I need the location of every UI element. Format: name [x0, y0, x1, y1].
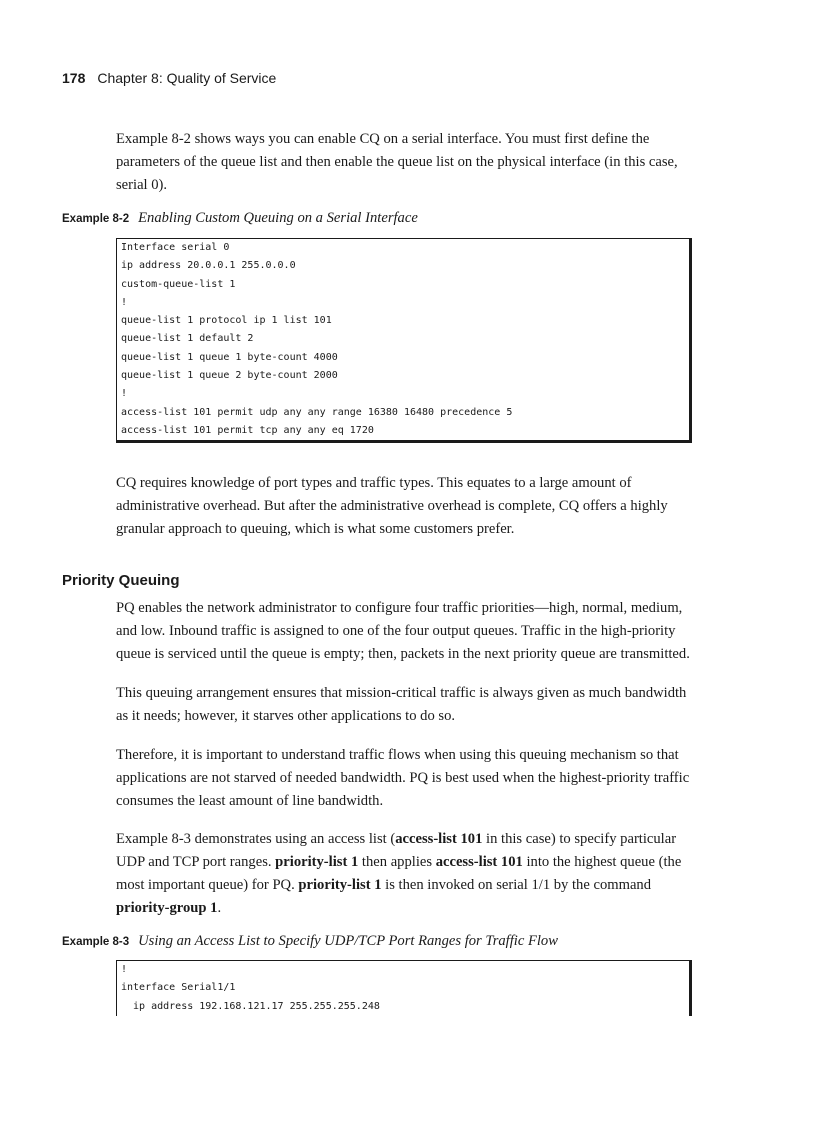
intro-paragraph: Example 8-2 shows ways you can enable CQ on a serial interface. You must first define the parameters of the queue list and then enable the queue list on the physical interface (in this case, serial 0). — [116, 131, 678, 193]
inline-command: access-list 101 — [395, 831, 483, 847]
code-line: queue-list 1 queue 1 byte-count 4000 — [121, 351, 338, 363]
pq-paragraph-4 — [116, 828, 696, 920]
chapter-title: Chapter 8: Quality of Service — [97, 70, 277, 86]
code-line: queue-list 1 queue 2 byte-count 2000 — [121, 370, 338, 382]
code-line: queue-list 1 default 2 — [121, 333, 254, 345]
inline-command: priority-group 1 — [116, 900, 218, 916]
cq-paragraph: CQ requires knowledge of port types and traffic types. This equates to a large amount of administrative overhead. But after the administrative overhead is complete, CQ offers a highly granular approach to queuing, which is what some customers prefer. — [116, 475, 668, 537]
code-line: access-list 101 permit tcp any any eq 1720 — [121, 424, 374, 436]
page-header — [62, 70, 276, 86]
code-block-example-8-3 — [116, 960, 692, 1016]
code-line: custom-queue-list 1 — [121, 278, 236, 290]
pq-paragraph-1: PQ enables the network administrator to configure four traffic priorities—high, normal, medium, and low. Inbound traffic is assigned to one of the four output queues. Traffic in the high-priority queue is serviced until the queue is empty; then, packets in the next priority queue are transmitted. — [116, 600, 690, 662]
code-line: ! — [121, 296, 128, 308]
example-title: Using an Access List to Specify UDP/TCP Port Ranges for Traffic Flow — [138, 933, 558, 949]
code-line: access-list 101 permit udp any any range 16380 16480 precedence 5 — [121, 406, 513, 418]
text-run: . — [217, 900, 222, 916]
example-label: Example 8-2 — [62, 213, 130, 225]
inline-command: priority-list 1 — [275, 854, 359, 870]
code-line: ip address 20.0.0.1 255.0.0.0 — [121, 260, 296, 272]
pq-paragraph-3: Therefore, it is important to understand traffic flows when using this queuing mechanism so that applications are not starved of needed bandwidth. PQ is best used when the highest-priority traffic consumes the least amount of line bandwidth. — [116, 747, 690, 809]
example-label: Example 8-3 — [62, 936, 130, 948]
code-line: ! — [121, 388, 128, 400]
pq-paragraph-2: This queuing arrangement ensures that mission-critical traffic is always given as much bandwidth as it needs; however, it starves other applications to do so. — [116, 685, 687, 724]
example-8-3-caption — [62, 933, 558, 950]
example-title: Enabling Custom Queuing on a Serial Interface — [138, 210, 418, 226]
inline-command: access-list 101 — [435, 854, 523, 870]
code-block-example-8-2 — [116, 238, 692, 443]
code-line: ip address 192.168.121.17 255.255.255.248 — [121, 1000, 380, 1012]
text-run: in this case) to specify particular UDP and TCP port ranges. — [116, 831, 677, 870]
code-line: queue-list 1 protocol ip 1 list 101 — [121, 315, 332, 327]
inline-command: priority-list 1 — [298, 877, 382, 893]
section-heading: Priority Queuing — [62, 572, 180, 589]
code-line: interface Serial1/1 — [121, 982, 236, 994]
text-run: Example 8-3 demonstrates using an access list ( — [116, 831, 396, 847]
text-run: then applies — [358, 854, 436, 870]
text-run: into the highest queue (the most important queue) for PQ. — [116, 854, 682, 893]
page-number: 178 — [62, 70, 86, 86]
text-run: is then invoked on serial 1/1 by the command — [381, 877, 652, 893]
code-line: Interface serial 0 — [121, 242, 230, 253]
code-line: ! — [121, 964, 128, 975]
example-8-2-caption — [62, 210, 418, 227]
